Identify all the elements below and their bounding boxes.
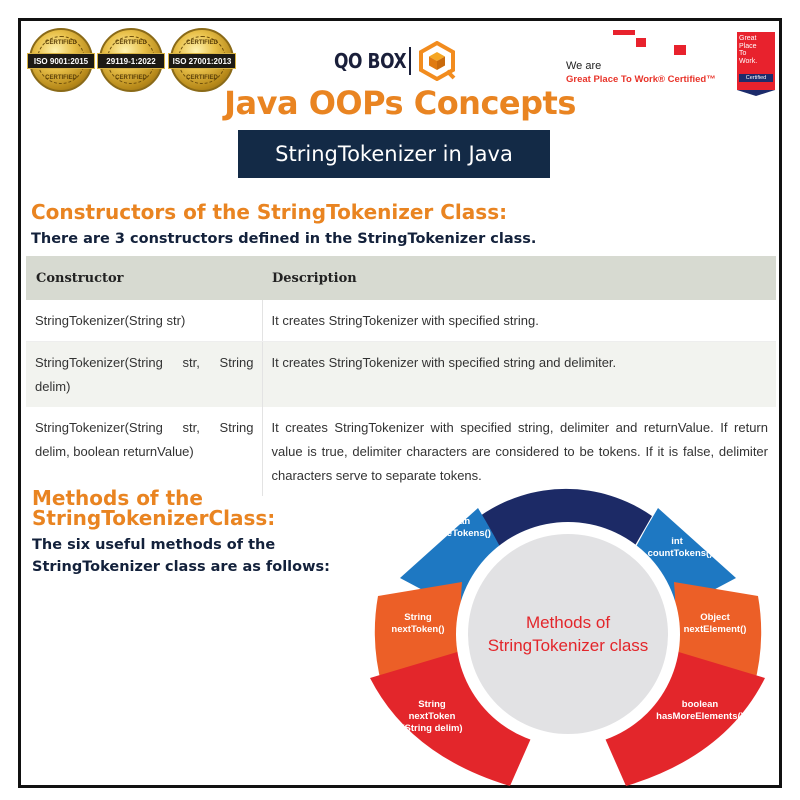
- badge-line: To: [739, 50, 747, 57]
- qobox-cube-icon: [417, 41, 457, 81]
- method-label: Object: [700, 612, 730, 623]
- table-row: [26, 300, 776, 342]
- method-label: (String delim): [401, 723, 463, 734]
- subtitle-banner: StringTokenizer in Java: [238, 130, 550, 178]
- seal-caption: CERTIFIED: [115, 75, 147, 81]
- constructors-table: [26, 256, 776, 496]
- center-title-line2: StringTokenizer class: [487, 636, 649, 655]
- method-label: hasMoreTokens(): [413, 528, 491, 539]
- method-label: boolean: [433, 516, 471, 527]
- constructor-cell: StringTokenizer(String str, String delim, boolean returnValue): [26, 407, 262, 496]
- method-label: hasMoreElements(): [656, 711, 744, 722]
- constructor-cell: StringTokenizer(String str): [26, 300, 262, 342]
- seal-caption: CERTIFIED: [45, 75, 77, 81]
- seal-caption: CERTIFIED: [186, 40, 218, 46]
- gptw-mark: [636, 38, 646, 47]
- brand-name: QO BOX: [334, 49, 407, 73]
- methods-diagram: [360, 486, 780, 791]
- badge-line: Great: [739, 35, 757, 42]
- methods-wheel: [360, 486, 780, 791]
- gptw-certified-text: Great Place To Work® Certified™: [566, 74, 716, 85]
- seal-label: 29119-1:2022: [97, 53, 165, 69]
- constructors-intro: There are 3 constructors defined in the StringTokenizer class.: [31, 231, 537, 247]
- seal-caption: CERTIFIED: [186, 75, 218, 81]
- iso-27001-seal: [170, 28, 234, 92]
- methods-intro: [32, 534, 330, 578]
- methods-intro-line: StringTokenizer class are as follows:: [32, 559, 330, 575]
- seal-caption: CERTIFIED: [115, 40, 147, 46]
- method-label: countTokens(): [647, 548, 713, 559]
- logo-divider: [409, 47, 411, 75]
- table-row: [26, 407, 776, 496]
- description-cell: It creates StringTokenizer with specified string.: [262, 300, 776, 342]
- badge-line: Place: [739, 42, 757, 50]
- seal-caption: CERTIFIED: [45, 40, 77, 46]
- method-label: String: [418, 699, 446, 710]
- constructors-heading: Constructors of the StringTokenizer Class:: [31, 200, 508, 224]
- iso-29119-seal: [99, 28, 163, 92]
- seal-label: ISO 27001:2013: [168, 53, 236, 69]
- gptw-statement: [566, 60, 716, 86]
- constructor-cell: StringTokenizer(String str, String delim): [26, 342, 262, 408]
- table-header-row: [26, 256, 776, 300]
- gptw-mark: [674, 45, 686, 55]
- methods-heading: [32, 488, 275, 528]
- qobox-logo: [334, 38, 457, 84]
- gptw-we-are: We are: [566, 60, 602, 72]
- methods-heading-line: StringTokenizerClass:: [32, 506, 276, 530]
- column-header-description: Description: [262, 256, 776, 300]
- description-cell: It creates StringTokenizer with specified string, delimiter and returnValue. If return value is true, delimiter characters are considered to be tokens. If it is false, delimiter characters serve to separate tokens.: [262, 407, 776, 496]
- description-cell: It creates StringTokenizer with specified string and delimiter.: [262, 342, 776, 408]
- method-label: int: [671, 536, 683, 547]
- column-header-constructor: Constructor: [26, 256, 262, 300]
- methods-heading-line: Methods of the: [32, 486, 203, 510]
- gptw-mark: [613, 30, 635, 35]
- table-row: [26, 342, 776, 408]
- seal-label: ISO 9001:2015: [27, 53, 95, 69]
- method-label: nextToken(): [391, 624, 445, 635]
- method-label: boolean: [681, 699, 719, 710]
- page-title: Java OOPs Concepts: [224, 84, 576, 122]
- badge-line: Work.: [739, 57, 758, 65]
- badge-certified: Certified: [739, 74, 773, 82]
- method-label: nextElement(): [683, 624, 747, 635]
- method-label: nextToken: [408, 711, 456, 722]
- methods-intro-line: The six useful methods of the: [32, 537, 276, 553]
- method-label: String: [404, 612, 432, 623]
- center-circle: [468, 534, 668, 734]
- iso-9001-seal: [29, 28, 93, 92]
- gptw-badge: [737, 32, 775, 90]
- center-title-line1: Methods of: [525, 613, 611, 632]
